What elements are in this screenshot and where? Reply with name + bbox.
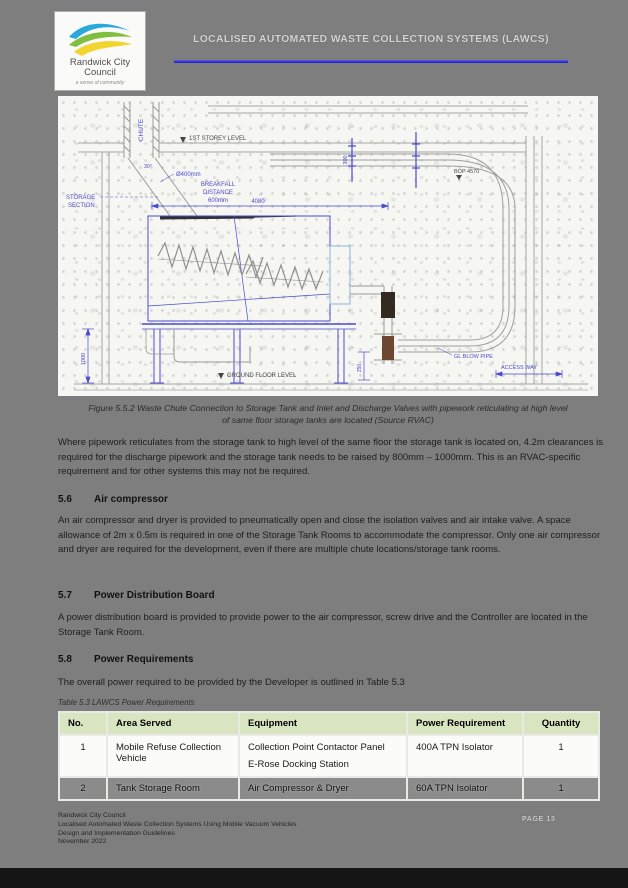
footer-line-3: Design and Implementation Guidelines — [58, 829, 175, 837]
section-title: Power Requirements — [94, 654, 194, 665]
storage-section-label-1: STORAGE — [66, 195, 96, 201]
col-header-area: Area Served — [107, 712, 239, 735]
page-footer — [58, 812, 518, 847]
cell-no: 2 — [59, 777, 107, 800]
footer-line-1: Randwick City Council — [58, 812, 126, 819]
cell-area: Mobile Refuse Collection Vehicle — [107, 735, 239, 777]
cell-quantity: 1 — [523, 777, 599, 800]
col-header-quantity: Quantity — [523, 712, 599, 735]
document-title: LOCALISED AUTOMATED WASTE COLLECTION SYSTEMS (LAWCS) — [193, 34, 549, 45]
figure-caption-line1: Figure 5.5.2 Waste Chute Connection to Storage Tank and Inlet and Discharge Valves with pipework reticulating at high level — [88, 403, 568, 413]
section-heading-5-7 — [58, 590, 215, 601]
storey-level-label: 1ST STOREY LEVEL — [189, 136, 247, 142]
logo-tagline: a sense of community — [75, 80, 125, 86]
section-number: 5.8 — [58, 654, 72, 665]
dim-300-label: 300 — [343, 155, 349, 165]
tank-end-panel — [330, 246, 350, 304]
dim-4080-label: 4080 — [251, 199, 265, 205]
angle-label: 30° — [144, 164, 152, 170]
section-heading-5-8 — [58, 654, 193, 665]
equipment-line: Collection Point Contactor Panel — [248, 742, 385, 753]
discharge-valve-lower — [382, 336, 394, 360]
discharge-valve-upper — [381, 292, 395, 318]
section-title: Air compressor — [94, 494, 168, 505]
bop-label: BOP 4570 — [454, 169, 480, 175]
cell-no: 1 — [59, 735, 107, 777]
inclined-chute-lines — [128, 158, 197, 216]
council-logo-waves-icon — [55, 12, 145, 90]
section-number: 5.6 — [58, 494, 72, 505]
ground-level-label: GROUND FLOOR LEVEL — [227, 373, 297, 379]
logo-name-line2: Council — [84, 67, 116, 78]
equipment-line: Air Compressor & Dryer — [248, 783, 349, 794]
section-body-5-6: An air compressor and dryer is provided to pneumatically open and close the isolation valves and air intake valve. A space allowance of 2m x 0.5m is required in one of the Storage Tank Rooms to accommodate the compressor. Only one air compressor and dryer are required for the development, even if there are multiple chute locations/storage tank rooms. — [58, 515, 601, 556]
access-way-dim — [496, 370, 562, 378]
logo-name-line1: Randwick City — [69, 57, 131, 68]
figure-caption — [44, 402, 612, 426]
section-body-5-7: A power distribution board is provided to provide power to the air compressor, screw drive and the Controller are located in the Storage Tank Room. — [58, 612, 588, 638]
chute-label: CHUTE — [138, 118, 145, 142]
ground-level-marker-icon — [218, 373, 224, 379]
cell-power: 400A TPN Isolator — [407, 735, 523, 777]
building-structure-lines — [74, 106, 588, 390]
col-header-equipment: Equipment — [239, 712, 407, 735]
bop-marker-icon — [456, 175, 462, 180]
section-heading-5-6 — [58, 494, 168, 505]
inlet-valve-bar — [160, 217, 254, 218]
section-title: Power Distribution Board — [94, 590, 215, 601]
table-row — [59, 735, 599, 777]
section-number: 5.7 — [58, 590, 72, 601]
table-caption: Table 5.3 LAWCS Power Requirements — [58, 698, 195, 707]
col-header-power: Power Requirement — [407, 712, 523, 735]
dim-1000-label: 1000 — [81, 352, 87, 366]
storey-level-marker-icon — [180, 137, 186, 143]
cell-area: Tank Storage Room — [107, 777, 239, 800]
blow-pipe-label: GL BLOW PIPE — [454, 354, 493, 360]
cell-quantity: 1 — [523, 735, 599, 777]
page-number: PAGE 13 — [522, 814, 556, 823]
breakfall-label-2: DISTANCE — [203, 190, 233, 196]
table-header-row — [59, 712, 599, 735]
figure-drawing — [58, 96, 598, 396]
footer-line-2: Localised Automated Waste Collection Systems Using Mobile Vacuum Vehicles — [58, 820, 297, 828]
diameter-label: Ø400mm — [176, 172, 201, 178]
cad-drawing — [58, 96, 598, 396]
equipment-line: E-Rose Docking Station — [248, 759, 349, 770]
council-logo — [55, 12, 145, 90]
breakfall-label-1: BREAKFALL — [200, 182, 236, 188]
power-requirements-table — [58, 711, 600, 801]
breakfall-label-3: 600mm — [207, 198, 229, 204]
section-body-5-8: The overall power required to be provided by the Developer is outlined in Table 5.3 — [58, 677, 405, 688]
figure-caption-line2: of same floor storage tanks are located (Source RVAC) — [222, 415, 434, 426]
footer-line-4: November 2022 — [58, 838, 107, 846]
dim-250-label: 250 — [357, 363, 363, 373]
title-accent-rule — [174, 60, 568, 63]
bottom-scan-bar — [0, 868, 628, 888]
cell-equipment — [239, 735, 407, 777]
cell-power: 60A TPN Isolator — [407, 777, 523, 800]
storage-section-label-2: SECTION — [68, 203, 95, 209]
access-way-label: ACCESS WAY — [501, 365, 538, 371]
intro-paragraph: Where pipework reticulates from the storage tank to high level of the same floor the storage tank is located on, 4.2m clearances is required for the discharge pipework and the storage tank needs to be raised by 800mm – 1000mm. This is an RVAC-specific requirement and for other systems this may not be required. — [58, 437, 603, 478]
col-header-no: No. — [59, 712, 107, 735]
cell-equipment — [239, 777, 407, 800]
table-row — [59, 777, 599, 800]
